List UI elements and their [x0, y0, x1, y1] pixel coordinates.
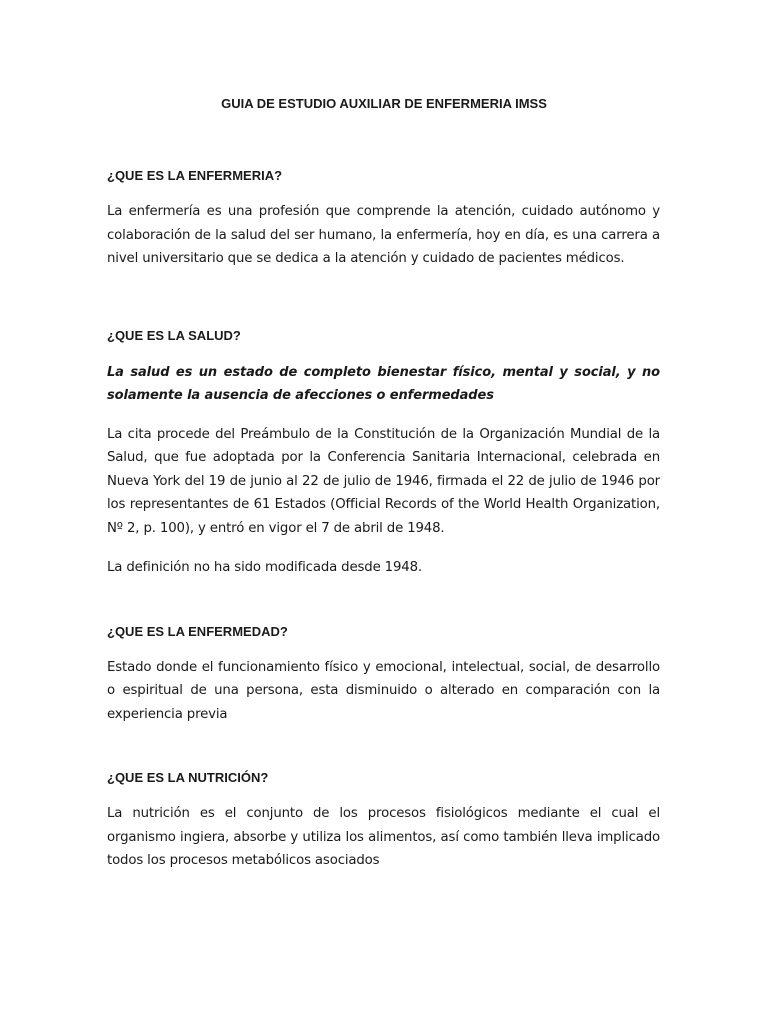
paragraph-enfermedad: Estado donde el funcionamiento físico y emocional, intelectual, social, de desarrollo o espiritual de una persona, esta disminuido o alterado en comparación con la experiencia previa: [107, 659, 660, 722]
heading-nutricion: ¿QUE ES LA NUTRICIÓN?: [107, 770, 269, 785]
quote-salud-definition: La salud es un estado de completo bienestar físico, mental y social, y no solamente la ausencia de afecciones o enfermedades: [107, 364, 660, 403]
paragraph-enfermeria: La enfermería es una profesión que comprende la atención, cuidado autónomo y colaboración de la salud del ser humano, la enfermería, hoy en día, es una carrera a nivel universitario que se dedica a la atención y cuidado de pacientes médicos.: [107, 204, 660, 266]
heading-salud: ¿QUE ES LA SALUD?: [107, 327, 241, 343]
paragraph-salud-note: La definición no ha sido modificada desde 1948.: [107, 560, 422, 575]
heading-enfermedad: ¿QUE ES LA ENFERMEDAD?: [107, 623, 288, 639]
paragraph-salud-origin: La cita procede del Preámbulo de la Constitución de la Organización Mundial de la Salud, que fue adoptada por la Conferencia Sanitaria Internacional, celebrada en Nueva York del 19 de junio al 22 de julio de 1946, firmada el 22 de julio de 1946 por los representantes de 61 Estados (Official Records of the World Health Organization, Nº 2, p. 100), y entró en vigor el 7 de abril de 1948.: [107, 426, 660, 536]
heading-enfermeria: ¿QUE ES LA ENFERMERIA?: [107, 168, 283, 183]
paragraph-nutricion: La nutrición es el conjunto de los procesos fisiológicos mediante el cual el organismo ingiera, absorbe y utiliza los alimentos, así como también lleva implicado todos los procesos metabólicos asociados: [107, 806, 660, 868]
document-title: GUIA DE ESTUDIO AUXILIAR DE ENFERMERIA IMSS: [221, 96, 547, 111]
